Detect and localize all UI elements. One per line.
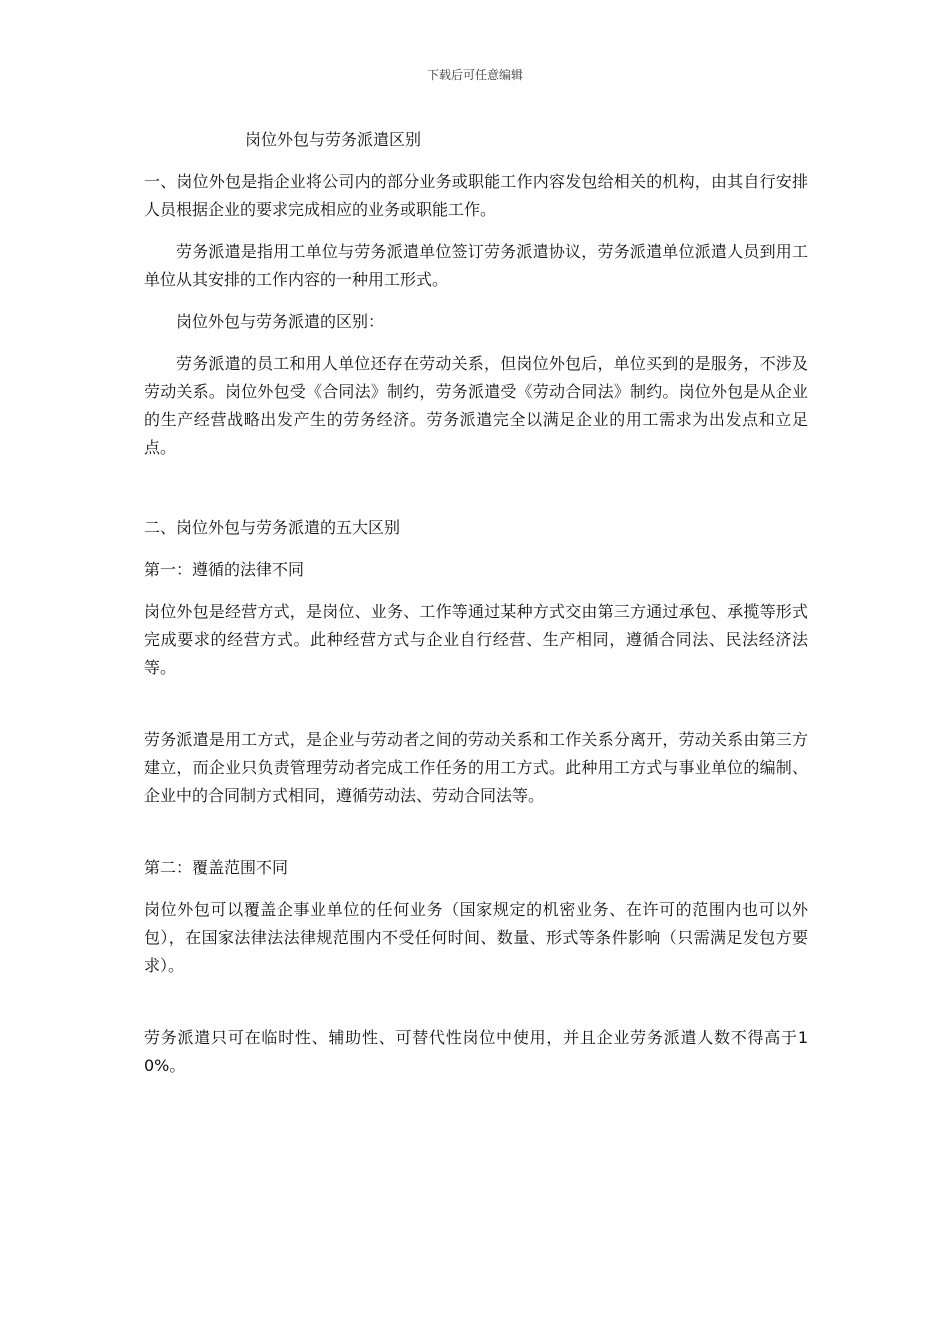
section-heading-five-differences: 二、岗位外包与劳务派遣的五大区别 xyxy=(144,518,401,537)
paragraph-difference-detail: 劳务派遣的员工和用人单位还存在劳动关系，但岗位外包后，单位买到的是服务，不涉及劳动关系。岗位外包受《合同法》制约，劳务派遣受《劳动合同法》制约。岗位外包是从企业的生产经营战略出发产生的劳务经济。劳务派遣完全以满足企业的用工需求为出发点和立足点。 xyxy=(144,354,808,457)
paragraph-outsourcing-coverage: 岗位外包可以覆盖企事业单位的任何业务（国家规定的机密业务、在许可的范围内也可以外包），在国家法律法法律规范围内不受任何时间、数量、形式等条件影响（只需满足发包方要求）。 xyxy=(144,900,808,975)
paragraph-outsourcing-law: 岗位外包是经营方式，是岗位、业务、工作等通过某种方式交由第三方通过承包、承揽等形式完成要求的经营方式。此种经营方式与企业自行经营、生产相同，遵循合同法、民法经济法等。 xyxy=(144,602,808,677)
subheading-different-laws: 第一：遵循的法律不同 xyxy=(144,560,305,579)
subheading-different-coverage: 第二：覆盖范围不同 xyxy=(144,858,289,877)
document-title: 岗位外包与劳务派遣区别 xyxy=(245,130,422,149)
paragraph-dispatch-coverage: 劳务派遣只可在临时性、辅助性、可替代性岗位中使用，并且企业劳务派遣人数不得高于10%。 xyxy=(144,1028,808,1075)
paragraph-dispatch-law: 劳务派遣是用工方式，是企业与劳动者之间的劳动关系和工作关系分离开，劳动关系由第三方建立，而企业只负责管理劳动者完成工作任务的用工方式。此种用工方式与事业单位的编制、企业中的合同制方式相同，遵循劳动法、劳动合同法等。 xyxy=(144,730,808,805)
paragraph-dispatch-definition: 劳务派遣是指用工单位与劳务派遣单位签订劳务派遣协议，劳务派遣单位派遣人员到用工单位从其安排的工作内容的一种用工形式。 xyxy=(144,242,808,289)
paragraph-difference-intro: 岗位外包与劳务派遣的区别： xyxy=(176,312,385,331)
page-header-note: 下载后可任意编辑 xyxy=(426,68,523,82)
paragraph-outsourcing-definition: 一、岗位外包是指企业将公司内的部分业务或职能工作内容发包给相关的机构，由其自行安排人员根据企业的要求完成相应的业务或职能工作。 xyxy=(144,172,808,219)
document-body xyxy=(144,126,808,1094)
